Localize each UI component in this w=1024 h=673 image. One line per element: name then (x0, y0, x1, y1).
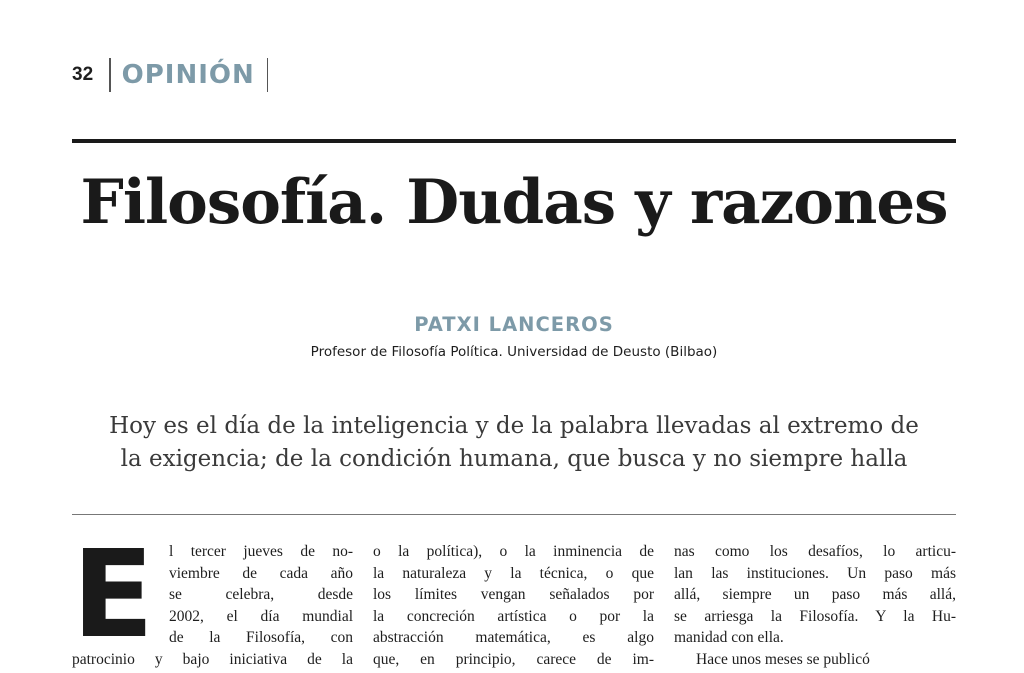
drop-cap: E (72, 548, 154, 644)
body-line: Hace unos meses se publicó (696, 650, 870, 668)
page-header (72, 56, 268, 94)
body-line: se arriesga la Filosofía. Y la Hu- (674, 607, 956, 625)
standfirst (72, 410, 956, 476)
body-line: de la Filosofía, con (169, 629, 353, 646)
standfirst-line: Hoy es el día de la inteligencia y de la palabra llevadas al extremo de (109, 413, 919, 439)
body-line: lan las instituciones. Un paso más (674, 564, 956, 582)
header-divider (109, 58, 111, 92)
body-line: o la política), o la inminencia de (373, 543, 654, 560)
body-line: que, en principio, carece de im- (373, 650, 654, 668)
body-line: la naturaleza y la técnica, o que (373, 564, 654, 582)
body-line: los límites vengan señalados por (373, 586, 654, 603)
headline: Filosofía. Dudas y razones (80, 167, 948, 238)
author-name: PATXI LANCEROS (414, 313, 614, 336)
body-line: l tercer jueves de no- (169, 543, 353, 560)
body-line: allá, siempre un paso más allá, (674, 586, 956, 603)
body-line: viembre de cada año (169, 564, 353, 582)
standfirst-line: la exigencia; de la condición humana, que busca y no siempre halla (120, 446, 908, 472)
header-divider (267, 58, 269, 92)
body-line: nas como los desafíos, lo articu- (674, 543, 956, 560)
section-name: OPINIÓN (121, 60, 255, 90)
author-affiliation: Profesor de Filosofía Política. Universidad de Deusto (Bilbao) (310, 344, 718, 360)
body-line: abstracción matemática, es algo (373, 629, 654, 646)
body-column-2 (373, 541, 654, 670)
body-line: manidad con ella. (674, 629, 784, 646)
headline-rule (72, 139, 956, 143)
body-rule (72, 514, 956, 515)
body-line: 2002, el día mundial (169, 607, 353, 625)
body-line: se celebra, desde (169, 586, 353, 603)
body-column-1 (72, 541, 353, 670)
body-line: patrocinio y bajo iniciativa de la (72, 650, 353, 668)
body-column-3 (674, 541, 956, 670)
page-number: 32 (72, 64, 94, 85)
body-line: la concreción artística o por la (373, 607, 654, 625)
